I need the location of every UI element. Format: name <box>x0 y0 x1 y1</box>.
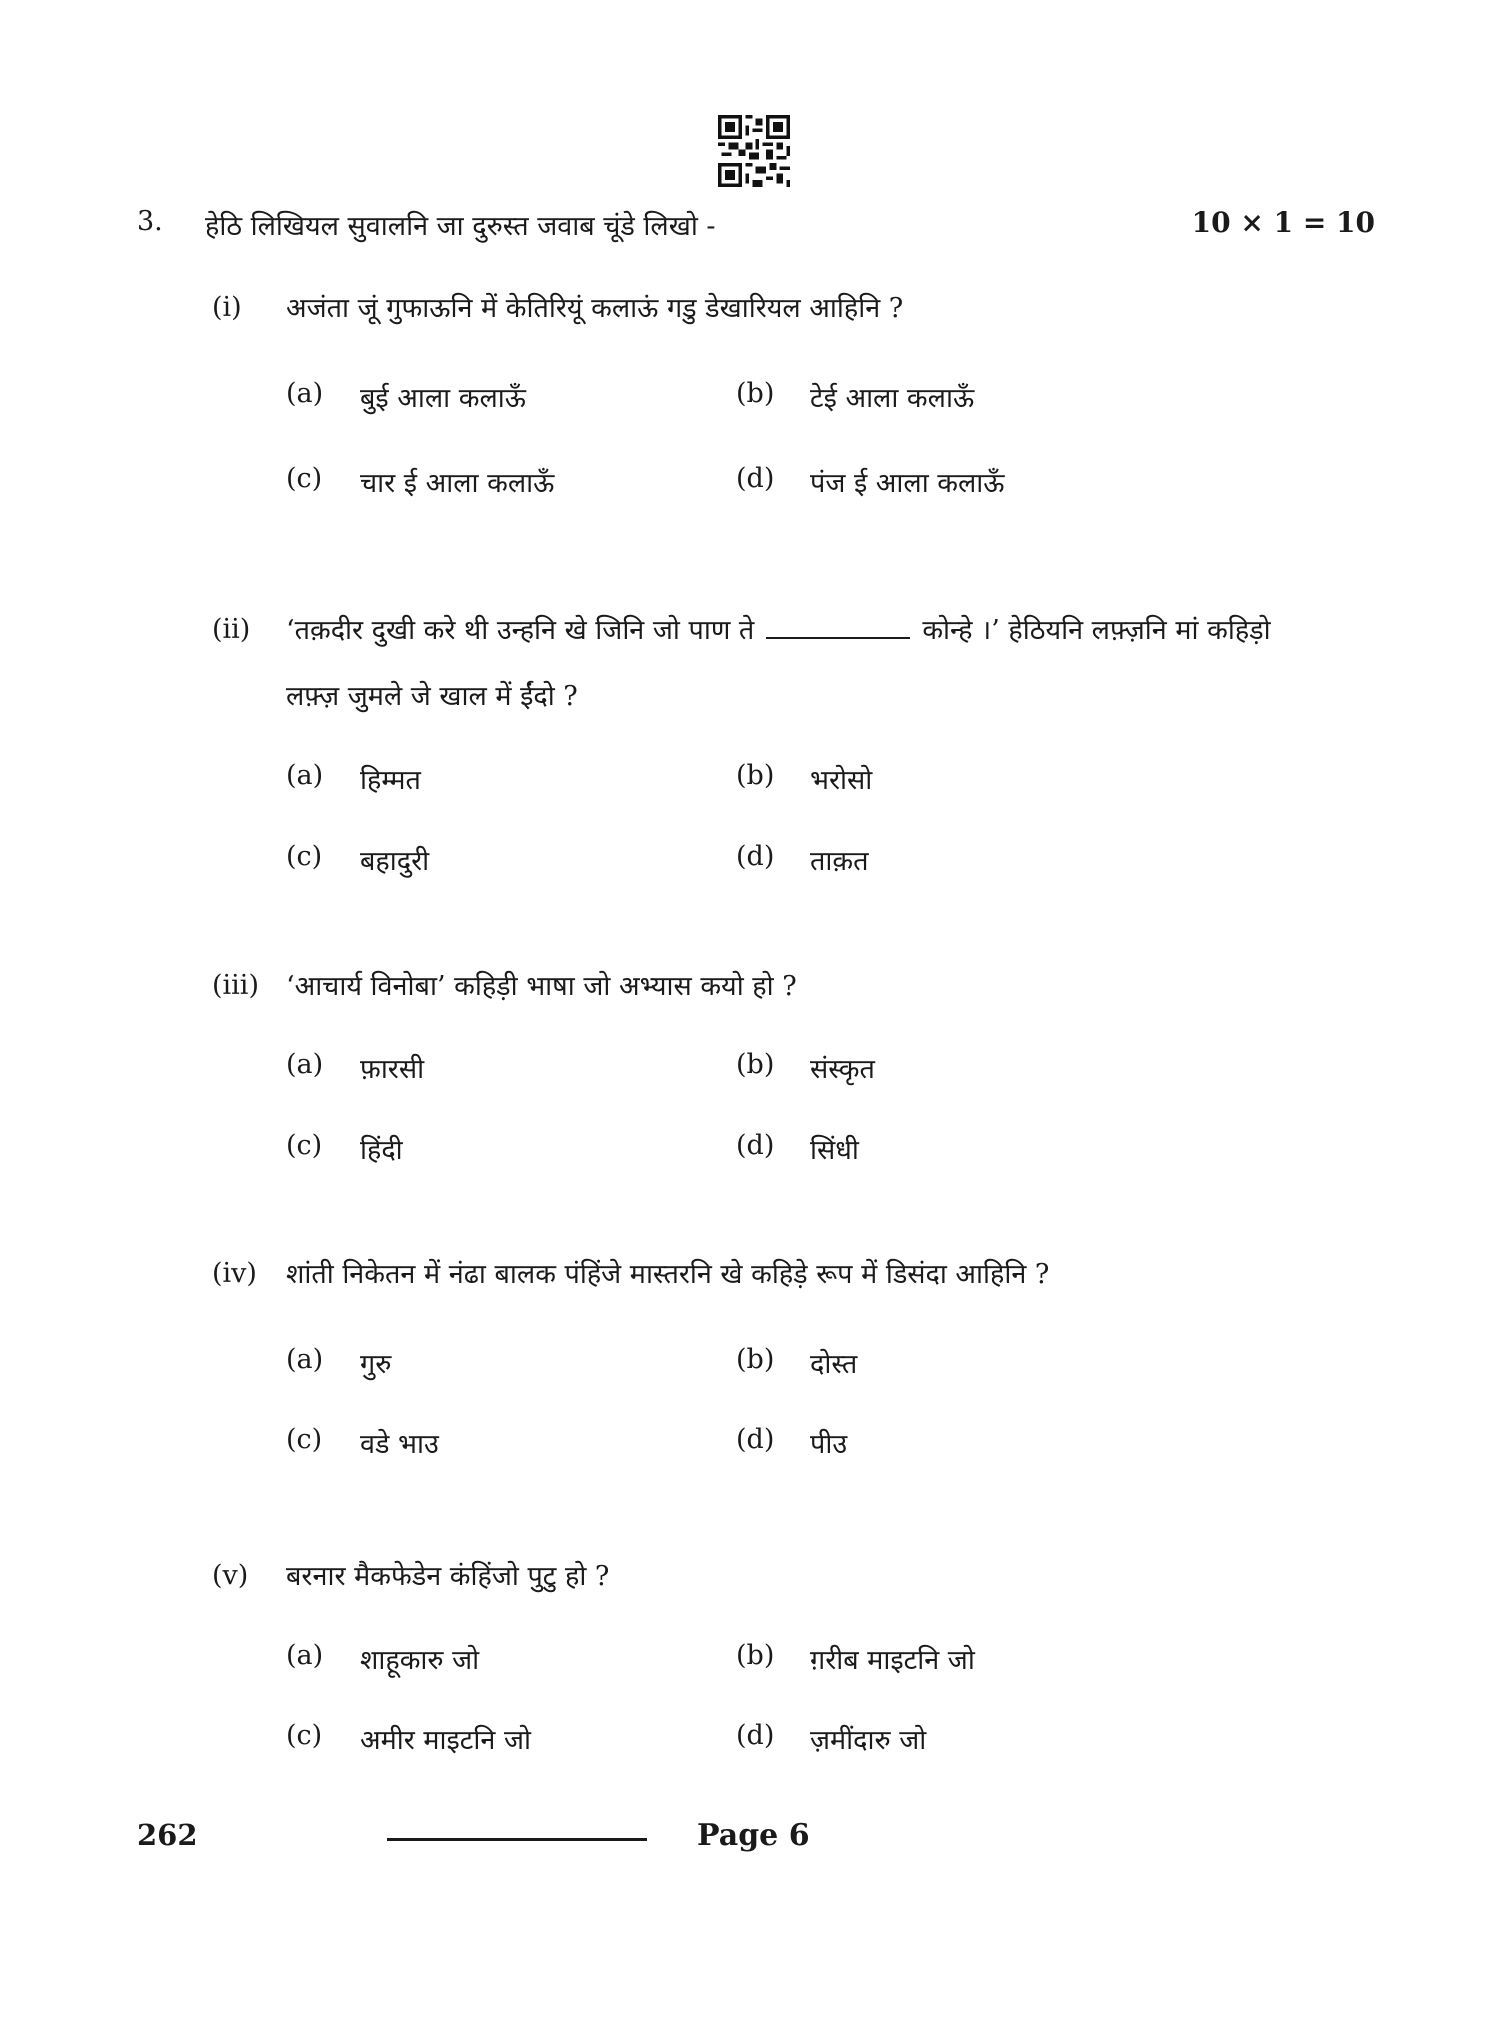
sub-question-text-after: कोन्हे ।’ हेठियनि लफ़्ज़नि मां कहिड़ो लफ़्ज़ जुमले जे खाल में ईंदो ? <box>286 615 1271 712</box>
option-label: (a) <box>286 1640 324 1671</box>
option-text: ग़रीब माइटनि जो <box>810 1645 975 1676</box>
option-label: (a) <box>286 760 324 791</box>
option-text: फ़ारसी <box>360 1054 425 1085</box>
sub-question-text: शांती निकेतन में नंढा बालक पंहिंजे मास्तरनि खे कहिड़े रूप में डिसंदा आहिनि ? <box>286 1259 1050 1290</box>
footer-rule <box>387 1838 647 1841</box>
sub-question-text: बरनार मैकफेडेन कंहिंजो पुटु हो ? <box>286 1561 610 1592</box>
option-label: (d) <box>736 841 775 872</box>
sub-question-number: (iii) <box>212 970 259 1001</box>
question-number: 3. <box>137 206 163 237</box>
option-text: हिम्मत <box>360 765 421 796</box>
option-label: (b) <box>736 1344 775 1375</box>
option-label: (c) <box>286 463 323 494</box>
sub-question-text: अजंता जूं गुफाऊनि में केतिरियूं कलाऊं गडु डेखारियल आहिनि ? <box>286 293 904 324</box>
option-text: वडे भाउ <box>360 1429 439 1460</box>
option-label: (d) <box>736 1424 775 1455</box>
sub-question-text <box>286 598 1316 730</box>
question-marks: 10 × 1 = 10 <box>1191 206 1375 239</box>
option-text: ताक़त <box>810 846 869 877</box>
option-text: ज़मींदारु जो <box>810 1725 927 1756</box>
page-number: Page 6 <box>697 1818 810 1853</box>
option-label: (c) <box>286 1424 323 1455</box>
option-text: सिंधी <box>810 1135 859 1166</box>
sub-question-text-before: ‘तक़दीर दुखी करे थी उन्हनि खे जिनि जो पाण ते <box>286 615 755 646</box>
option-label: (a) <box>286 378 324 409</box>
option-text: अमीर माइटनि जो <box>360 1725 531 1756</box>
sub-question-number: (v) <box>212 1560 249 1591</box>
option-text: संस्कृत <box>810 1054 875 1085</box>
option-label: (c) <box>286 1130 323 1161</box>
option-text: शाहूकारु जो <box>360 1645 480 1676</box>
question-instruction: हेठि लिखियल सुवालनि जा दुरुस्त जवाब चूंडे लिखो - <box>205 211 716 242</box>
option-text: हिंदी <box>360 1135 403 1166</box>
option-label: (b) <box>736 378 775 409</box>
question-header <box>137 206 1375 246</box>
option-label: (c) <box>286 1720 323 1751</box>
sub-question-number: (ii) <box>212 614 251 645</box>
sub-question-text: ‘आचार्य विनोबा’ कहिड़ी भाषा जो अभ्यास कयो हो ? <box>286 971 797 1002</box>
option-text: टेई आला कलाऊँ <box>810 383 975 414</box>
option-label: (b) <box>736 1640 775 1671</box>
option-label: (d) <box>736 463 775 494</box>
fill-in-blank <box>766 611 910 639</box>
option-label: (b) <box>736 1049 775 1080</box>
option-text: दोस्त <box>810 1349 858 1380</box>
qr-code-icon <box>718 115 790 187</box>
option-text: पंज ई आला कलाऊँ <box>810 468 1005 499</box>
option-text: पीउ <box>810 1429 848 1460</box>
option-label: (a) <box>286 1344 324 1375</box>
option-text: बुई आला कलाऊँ <box>360 383 526 414</box>
option-label: (c) <box>286 841 323 872</box>
sub-question-number: (iv) <box>212 1258 257 1289</box>
option-text: गुरु <box>360 1349 392 1380</box>
sub-question-number: (i) <box>212 292 242 323</box>
option-text: चार ई आला कलाऊँ <box>360 468 555 499</box>
option-text: बहादुरी <box>360 846 430 877</box>
option-label: (b) <box>736 760 775 791</box>
option-label: (a) <box>286 1049 324 1080</box>
page-footer <box>137 1818 1375 1858</box>
paper-code: 262 <box>137 1818 198 1852</box>
option-label: (d) <box>736 1130 775 1161</box>
option-label: (d) <box>736 1720 775 1751</box>
option-text: भरोसो <box>810 765 873 796</box>
